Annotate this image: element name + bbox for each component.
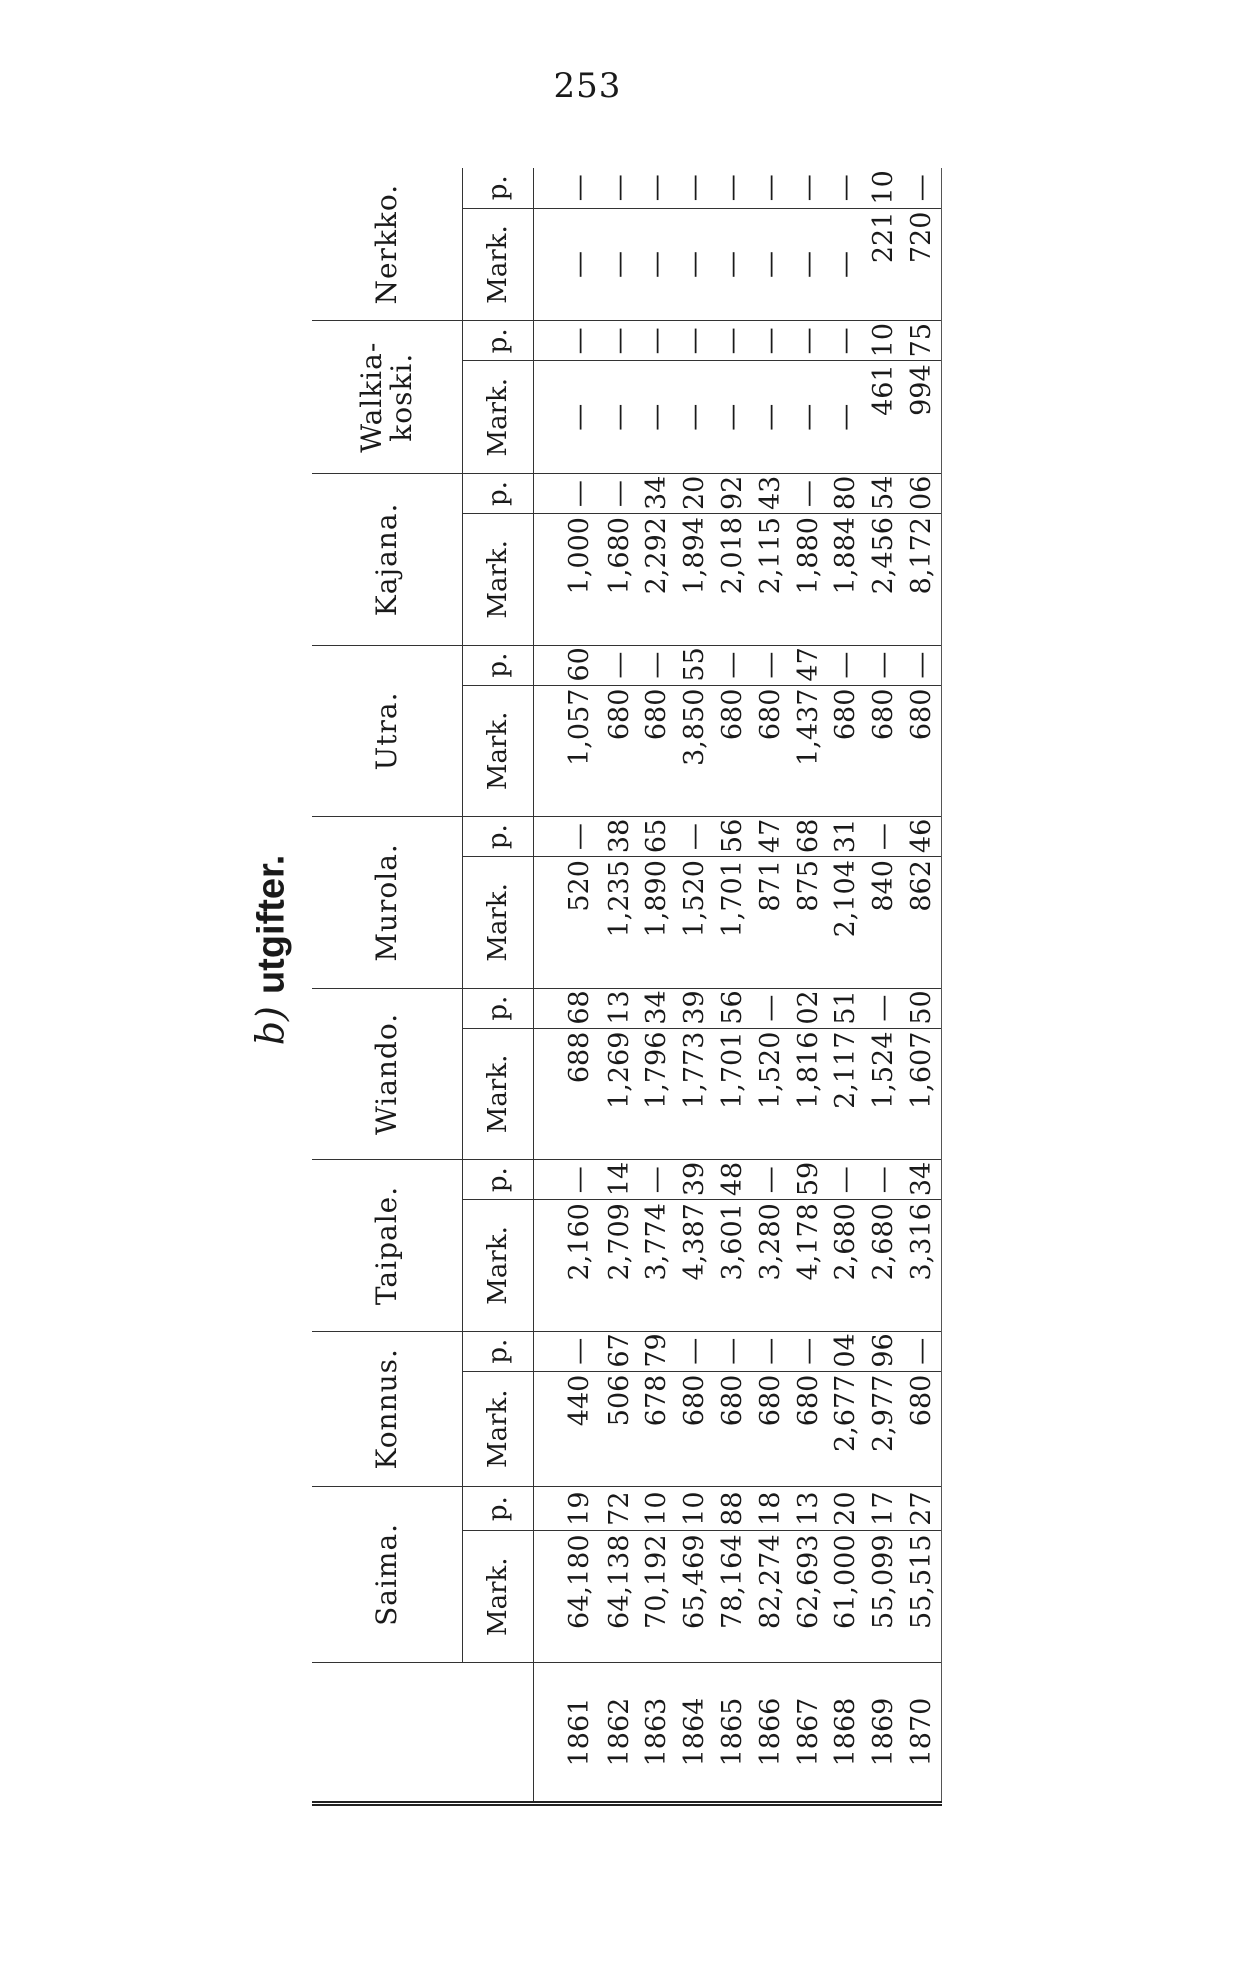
mark-cell: — [752, 361, 790, 474]
mark-cell: — [790, 361, 828, 474]
penni-cell: 55 [676, 645, 714, 685]
penni-cell: — [903, 168, 941, 208]
table-row [714, 168, 752, 1804]
penni-cell: — [601, 645, 639, 685]
mark-cell: 680 [676, 1371, 714, 1486]
penni-cell: 50 [903, 988, 941, 1028]
penni-cell: 10 [639, 1486, 677, 1531]
mark-cell: 680 [790, 1371, 828, 1486]
mark-cell: 840 [865, 857, 903, 989]
mark-cell: 1,235 [601, 857, 639, 989]
column-header: Utra. [312, 645, 463, 817]
penni-cell: — [865, 988, 903, 1028]
penni-cell: — [534, 474, 601, 514]
penni-cell: 20 [828, 1486, 866, 1531]
penni-cell: — [752, 168, 790, 208]
year-cell: 1867 [790, 1663, 828, 1804]
unit-mark: Mark. [463, 1200, 534, 1332]
column-header: Konnus. [312, 1331, 463, 1486]
mark-cell: — [752, 208, 790, 321]
penni-cell: — [676, 321, 714, 361]
penni-cell: 88 [714, 1486, 752, 1531]
mark-cell: 1,520 [676, 857, 714, 989]
penni-cell: — [639, 321, 677, 361]
mark-cell: 1,701 [714, 857, 752, 989]
penni-cell: 65 [639, 817, 677, 857]
penni-cell: 47 [790, 645, 828, 685]
mark-cell: 1,437 [790, 685, 828, 817]
penni-cell: 43 [752, 474, 790, 514]
mark-cell: 1,057 [534, 685, 601, 817]
mark-cell: 3,601 [714, 1200, 752, 1332]
penni-cell: — [534, 1160, 601, 1200]
mark-cell: 2,115 [752, 514, 790, 646]
penni-cell: 72 [601, 1486, 639, 1531]
penni-cell: 46 [903, 817, 941, 857]
penni-cell: 13 [790, 1486, 828, 1531]
mark-cell: 3,850 [676, 685, 714, 817]
penni-cell: 56 [714, 988, 752, 1028]
table-row [865, 168, 903, 1804]
penni-cell: — [865, 1160, 903, 1200]
mark-cell: 62,693 [790, 1531, 828, 1663]
mark-cell: 720 [903, 208, 941, 321]
mark-cell: — [714, 208, 752, 321]
mark-cell: 1,000 [534, 514, 601, 646]
year-cell: 1862 [601, 1663, 639, 1804]
mark-cell: 2,160 [534, 1200, 601, 1332]
penni-cell: 75 [903, 321, 941, 361]
penni-cell: 31 [828, 817, 866, 857]
mark-cell: 1,894 [676, 514, 714, 646]
mark-cell: 680 [752, 1371, 790, 1486]
penni-cell: — [828, 1160, 866, 1200]
unit-mark: Mark. [463, 685, 534, 817]
column-header: Nerkko. [312, 168, 463, 321]
mark-cell: 55,099 [865, 1531, 903, 1663]
penni-cell: 51 [828, 988, 866, 1028]
mark-cell: 440 [534, 1371, 601, 1486]
mark-cell: 2,456 [865, 514, 903, 646]
column-header: Kajana. [312, 474, 463, 646]
penni-cell: — [903, 1331, 941, 1371]
mark-cell: 4,178 [790, 1200, 828, 1332]
penni-cell: 96 [865, 1331, 903, 1371]
mark-cell: 1,816 [790, 1028, 828, 1160]
penni-cell: 39 [676, 988, 714, 1028]
unit-penni: p. [463, 645, 534, 685]
mark-cell: 680 [903, 1371, 941, 1486]
mark-cell: — [676, 208, 714, 321]
ledger-rotated-frame [312, 168, 942, 1806]
mark-cell: 1,607 [903, 1028, 941, 1160]
mark-cell: 55,515 [903, 1531, 941, 1663]
column-header: Saima. [312, 1486, 463, 1662]
table-row [752, 168, 790, 1804]
penni-cell: — [601, 168, 639, 208]
mark-cell: 64,180 [534, 1531, 601, 1663]
penni-cell: 10 [676, 1486, 714, 1531]
table-row [639, 168, 677, 1804]
mark-cell: 875 [790, 857, 828, 989]
penni-cell: 18 [752, 1486, 790, 1531]
mark-cell: 1,880 [790, 514, 828, 646]
unit-mark: Mark. [463, 857, 534, 989]
mark-cell: 2,709 [601, 1200, 639, 1332]
mark-cell: — [828, 208, 866, 321]
mark-cell: 2,292 [639, 514, 677, 646]
penni-cell: — [790, 168, 828, 208]
mark-cell: 680 [601, 685, 639, 817]
table-body [534, 168, 942, 1804]
unit-mark: Mark. [463, 514, 534, 646]
penni-cell: — [752, 645, 790, 685]
year-cell: 1864 [676, 1663, 714, 1804]
mark-cell: 70,192 [639, 1531, 677, 1663]
mark-cell: 2,104 [828, 857, 866, 989]
mark-cell: 1,680 [601, 514, 639, 646]
year-cell: 1863 [639, 1663, 677, 1804]
penni-cell: 06 [903, 474, 941, 514]
penni-cell: — [534, 1331, 601, 1371]
mark-cell: — [676, 361, 714, 474]
mark-cell: 862 [903, 857, 941, 989]
mark-cell: 680 [865, 685, 903, 817]
table-row [828, 168, 866, 1804]
penni-cell: — [790, 1331, 828, 1371]
penni-cell: — [714, 645, 752, 685]
heading-letter: b) [248, 1006, 293, 1046]
mark-cell: 2,677 [828, 1371, 866, 1486]
mark-cell: 2,977 [865, 1371, 903, 1486]
expenditure-table [312, 168, 942, 1806]
penni-cell: 80 [828, 474, 866, 514]
unit-penni: p. [463, 1160, 534, 1200]
penni-cell: — [752, 1160, 790, 1200]
mark-cell: 2,117 [828, 1028, 866, 1160]
penni-cell: — [752, 988, 790, 1028]
mark-cell: 1,884 [828, 514, 866, 646]
penni-cell: 68 [534, 988, 601, 1028]
mark-cell: 678 [639, 1371, 677, 1486]
mark-cell: 461 [865, 361, 903, 474]
year-cell: 1868 [828, 1663, 866, 1804]
header-row-names [312, 168, 463, 1804]
section-heading [249, 855, 294, 1046]
mark-cell: 82,274 [752, 1531, 790, 1663]
mark-cell: — [639, 361, 677, 474]
penni-cell: 48 [714, 1160, 752, 1200]
unit-penni: p. [463, 1486, 534, 1531]
year-cell: 1866 [752, 1663, 790, 1804]
penni-cell: — [601, 474, 639, 514]
mark-cell: 1,773 [676, 1028, 714, 1160]
penni-cell: — [639, 168, 677, 208]
penni-cell: 60 [534, 645, 601, 685]
penni-cell: 92 [714, 474, 752, 514]
penni-cell: — [601, 321, 639, 361]
penni-cell: — [752, 321, 790, 361]
mark-cell: 64,138 [601, 1531, 639, 1663]
mark-cell: 680 [903, 685, 941, 817]
mark-cell: 2,680 [865, 1200, 903, 1332]
unit-penni: p. [463, 817, 534, 857]
page-number: 253 [553, 66, 622, 106]
mark-cell: 1,796 [639, 1028, 677, 1160]
mark-cell: 65,469 [676, 1531, 714, 1663]
penni-cell: — [639, 645, 677, 685]
penni-cell: — [676, 1331, 714, 1371]
mark-cell: 680 [714, 685, 752, 817]
mark-cell: — [790, 208, 828, 321]
penni-cell: — [714, 1331, 752, 1371]
penni-cell: — [534, 168, 601, 208]
penni-cell: — [676, 817, 714, 857]
unit-penni: p. [463, 321, 534, 361]
header-row-units [463, 168, 534, 1804]
penni-cell: 34 [639, 474, 677, 514]
unit-mark: Mark. [463, 208, 534, 321]
mark-cell: 3,774 [639, 1200, 677, 1332]
unit-mark: Mark. [463, 1371, 534, 1486]
unit-penni: p. [463, 1331, 534, 1371]
mark-cell: 994 [903, 361, 941, 474]
unit-mark: Mark. [463, 361, 534, 474]
year-cell: 1865 [714, 1663, 752, 1804]
mark-cell: — [534, 208, 601, 321]
unit-mark: Mark. [463, 1028, 534, 1160]
penni-cell: 79 [639, 1331, 677, 1371]
mark-cell: 680 [639, 685, 677, 817]
heading-word: utgifter. [250, 854, 293, 995]
mark-cell: 680 [828, 685, 866, 817]
penni-cell: 10 [865, 321, 903, 361]
column-header: Walkia- koski. [312, 321, 463, 474]
unit-penni: p. [463, 988, 534, 1028]
penni-cell: 17 [865, 1486, 903, 1531]
mark-cell: 688 [534, 1028, 601, 1160]
penni-cell: 20 [676, 474, 714, 514]
penni-cell: — [828, 168, 866, 208]
penni-cell: — [790, 321, 828, 361]
penni-cell: 38 [601, 817, 639, 857]
year-cell: 1870 [903, 1663, 941, 1804]
mark-cell: 2,018 [714, 514, 752, 646]
penni-cell: — [534, 817, 601, 857]
penni-cell: 67 [601, 1331, 639, 1371]
mark-cell: 1,520 [752, 1028, 790, 1160]
table-row [534, 168, 601, 1804]
mark-cell: 871 [752, 857, 790, 989]
mark-cell: 520 [534, 857, 601, 989]
column-header: Wiando. [312, 988, 463, 1160]
mark-cell: 221 [865, 208, 903, 321]
table-row [903, 168, 941, 1804]
penni-cell: — [676, 168, 714, 208]
table-row [790, 168, 828, 1804]
penni-cell: 47 [752, 817, 790, 857]
mark-cell: — [828, 361, 866, 474]
mark-cell: — [601, 361, 639, 474]
penni-cell: — [865, 645, 903, 685]
penni-cell: — [714, 321, 752, 361]
year-header [312, 1663, 534, 1804]
penni-cell: 14 [601, 1160, 639, 1200]
unit-mark: Mark. [463, 1531, 534, 1663]
penni-cell: — [828, 645, 866, 685]
mark-cell: 1,524 [865, 1028, 903, 1160]
mark-cell: 3,316 [903, 1200, 941, 1332]
penni-cell: — [865, 817, 903, 857]
mark-cell: 1,701 [714, 1028, 752, 1160]
penni-cell: 56 [714, 817, 752, 857]
mark-cell: 2,680 [828, 1200, 866, 1332]
mark-cell: 4,387 [676, 1200, 714, 1332]
penni-cell: 59 [790, 1160, 828, 1200]
penni-cell: — [828, 321, 866, 361]
year-cell: 1861 [534, 1663, 601, 1804]
mark-cell: — [601, 208, 639, 321]
mark-cell: — [639, 208, 677, 321]
penni-cell: — [534, 321, 601, 361]
penni-cell: 13 [601, 988, 639, 1028]
unit-penni: p. [463, 168, 534, 208]
penni-cell: — [903, 645, 941, 685]
mark-cell: — [714, 361, 752, 474]
mark-cell: 78,164 [714, 1531, 752, 1663]
penni-cell: — [790, 474, 828, 514]
mark-cell: — [534, 361, 601, 474]
penni-cell: 54 [865, 474, 903, 514]
column-header: Taipale. [312, 1160, 463, 1332]
penni-cell: 04 [828, 1331, 866, 1371]
penni-cell: — [639, 1160, 677, 1200]
table-row [601, 168, 639, 1804]
penni-cell: 10 [865, 168, 903, 208]
penni-cell: — [752, 1331, 790, 1371]
mark-cell: 506 [601, 1371, 639, 1486]
table-row [676, 168, 714, 1804]
mark-cell: 8,172 [903, 514, 941, 646]
penni-cell: 34 [903, 1160, 941, 1200]
mark-cell: 61,000 [828, 1531, 866, 1663]
penni-cell: 19 [534, 1486, 601, 1531]
penni-cell: — [714, 168, 752, 208]
mark-cell: 680 [752, 685, 790, 817]
penni-cell: 34 [639, 988, 677, 1028]
penni-cell: 02 [790, 988, 828, 1028]
column-header: Murola. [312, 817, 463, 989]
mark-cell: 1,890 [639, 857, 677, 989]
penni-cell: 68 [790, 817, 828, 857]
mark-cell: 3,280 [752, 1200, 790, 1332]
mark-cell: 1,269 [601, 1028, 639, 1160]
penni-cell: 27 [903, 1486, 941, 1531]
mark-cell: 680 [714, 1371, 752, 1486]
penni-cell: 39 [676, 1160, 714, 1200]
unit-penni: p. [463, 474, 534, 514]
year-cell: 1869 [865, 1663, 903, 1804]
